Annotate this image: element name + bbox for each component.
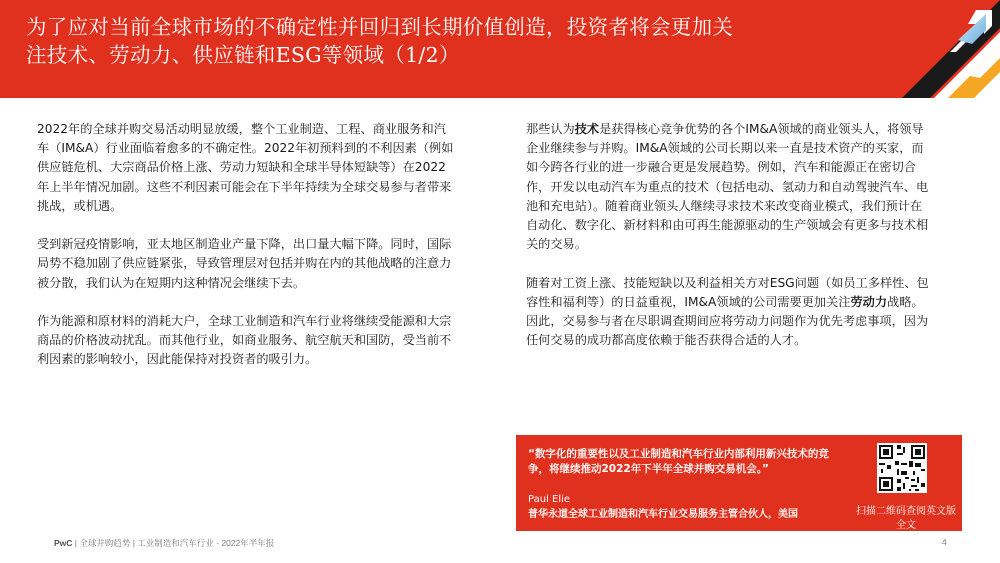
- quote-text: “数字化的重要性以及工业制造和汽车行业内部利用新兴技术的竞争，将继续推动2022年下半年全球并购交易机会。”: [528, 448, 829, 475]
- page-number: 4: [942, 537, 947, 547]
- quote-author: Paul Elie: [528, 494, 571, 505]
- paragraph-technology: [526, 120, 934, 254]
- paragraph-workforce: [526, 274, 934, 351]
- text-run: 随着对工资上涨、技能短缺以及利益相关方对ESG问题（如员工多样性、包容性和福利等）的日益重视，IM&A领域的公司需要更加关注: [526, 275, 929, 309]
- text-run: 战略。因此，交易参与者在尽职调查期间应将劳动力问题作为优先考虑事项，因为任何交易的成功都高度依赖于能否获得合适的人才。: [526, 294, 929, 348]
- paragraph: 2022年的全球并购交易活动明显放缓，整个工业制造、工程、商业服务和汽车（IM&A）行业面临着愈多的不确定性。2022年初预料到的不利因素（例如供应链危机、大宗商品价格上涨、劳动力短缺和全球半导体短缺等）在2022年上半年情况加剧。这些不利因素可能会在下半年持续为全球交易参与者带来挑战，或机遇。: [37, 122, 454, 213]
- title-banner: [0, 0, 1000, 98]
- paragraph: 受到新冠疫情影响，亚太地区制造业产量下降，出口量大幅下降。同时，国际局势不稳加剧了供应链紧张，导致管理层对包括并购在内的其他战略的注意力被分散，我们认为在短期内这种情况会继续下去。: [37, 237, 452, 290]
- quote-box: [516, 435, 962, 531]
- paragraph: 作为能源和原材料的消耗大户，全球工业制造和汽车行业将继续受能源和大宗商品的价格波动扰乱。而其他行业，如商业服务、航空航天和国防，受当前不利因素的影响较小，因此能保持对投资者的吸引力。: [37, 314, 452, 367]
- page-title-line-1: 为了应对当前全球市场的不确定性并回归到长期价值创造，投资者将会更加关: [26, 15, 734, 39]
- arrow-graphic-icon: [888, 0, 1000, 98]
- qr-caption: 扫描二维码查阅英文版全文: [856, 506, 956, 531]
- qr-code-icon[interactable]: [877, 443, 927, 493]
- text-run: 是获得核心竞争优势的各个IM&A领域的商业领头人，将领导企业继续参与并购。IM&A领域的公司长期以来一直是技术资产的买家，而如今跨各行业的进一步融合更是发展趋势。例如，汽车和能源正在密切合作，开发以电动汽车为重点的技术（包括电动、氢动力和自动驾驶汽车、电池和充电站）。随着商业领头人继续寻求技术来改变商业模式，我们预计在自动化、数字化、新材料和由可再生能源驱动的生产领域会有更多与技术相关的交易。: [526, 122, 929, 252]
- footer-text: | 全球并购趋势 | 工业制造和汽车行业 - 2022年半年报: [72, 538, 275, 548]
- emphasis-workforce: 劳动力: [850, 294, 888, 309]
- page-title-line-2: 注技术、劳动力、供应链和ESG等领域（1/2）: [26, 43, 460, 67]
- quote-author-role: 普华永道全球工业制造和汽车行业交易服务主管合伙人，美国: [528, 509, 798, 520]
- text-run: 那些认为: [526, 122, 575, 136]
- left-column: [37, 120, 457, 389]
- footer-brand: PwC: [54, 538, 73, 548]
- right-column: [526, 120, 934, 370]
- page-title: [26, 13, 816, 69]
- emphasis-technology: 技术: [574, 122, 600, 136]
- footer: [54, 537, 274, 549]
